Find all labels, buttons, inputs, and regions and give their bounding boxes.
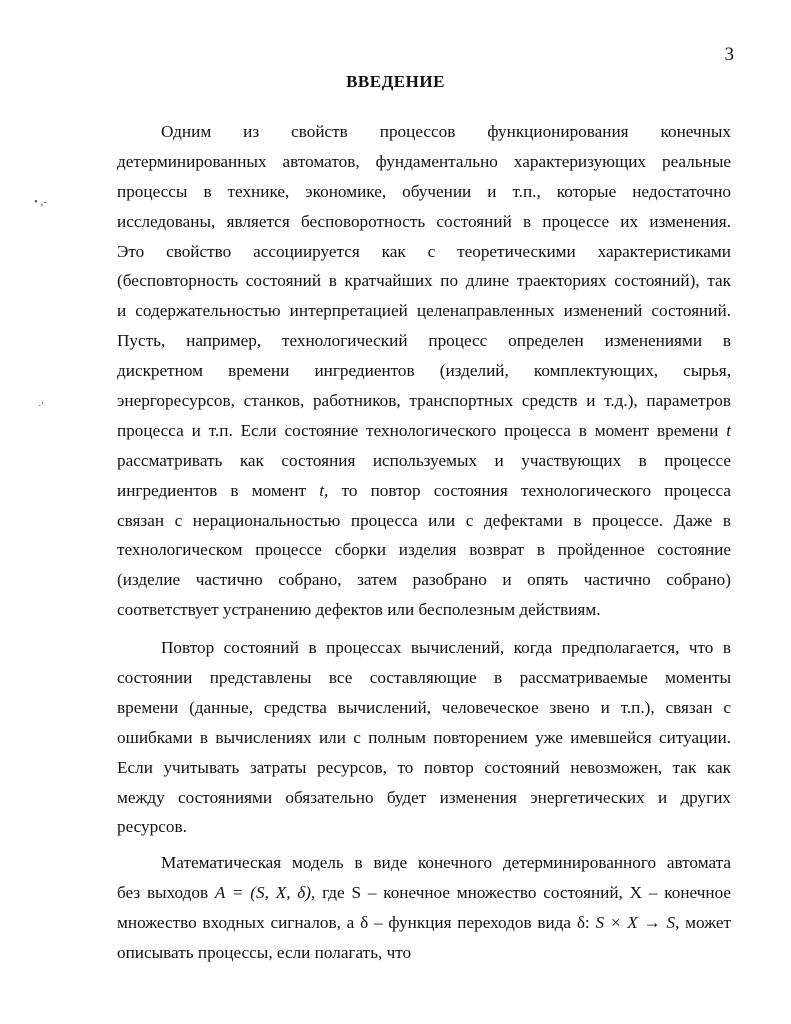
text-segment: где S – конечное множество состояний, X – конечное [322,883,731,903]
text-line: Одним из свойств процессов функционирования конечных [161,122,731,141]
text-segment: процесса и т.п. Если состояние технологического процесса в момент времени [117,420,719,440]
text-line: состоянии представлены все составляющие в рассматриваемые моменты [117,668,731,688]
text-line: (бесповторность состояний в кратчайших по длине траекториях состояний), так [117,271,731,291]
text-segment: множество входных сигналов, а δ – функция переходов вида δ: [117,913,590,933]
text-line: Пусть, например, технологический процесс определен изменениями в [117,331,731,351]
text-line: времени (данные, средства вычислений, человеческое звено и т.п.), связан с [117,697,731,717]
text-line: связан с нерациональностью процесса или с дефектами в процессе. Даже в [117,510,731,530]
text-line: ресурсов. [117,817,187,837]
text-line: детерминированных автоматов, фундаментально характеризующих реальные [117,151,731,171]
variable-t: t [726,420,731,440]
text-segment: ингредиентов в момент [117,480,307,500]
text-line: между состояниями обязательно будет изменения энергетических и других [117,787,731,807]
text-line [117,476,731,506]
text-line: Математическая модель в виде конечного детерминированного автомата [161,853,731,873]
text-line: энергоресурсов, станков, работников, транспортных средств и т.д.), параметров [117,391,731,411]
scan-mark: ·' [38,400,44,412]
text-line: дискретном времени ингредиентов (изделий, комплектующих, сырья, [117,361,731,381]
text-line [117,878,731,908]
page-title: ВВЕДЕНИЕ [346,72,445,91]
text-line [117,908,731,938]
text-line: и содержательностью интерпретацией целенаправленных изменений состояний. [117,301,731,321]
text-line: соответствует устранению дефектов или бесполезным действиям. [117,600,601,620]
automaton-formula: A = (S, X, δ), [214,883,316,903]
text-line: процессы в технике, экономике, обучении и т.п., которые недостаточно [117,181,731,201]
text-line [117,416,731,446]
text-segment: может [685,913,731,933]
text-line: ошибками в вычислениях или с полным повторением уже имевшейся ситуации. [117,727,731,747]
page-number: 3 [724,44,734,65]
text-segment: , то повтор состояния технологического процесса [324,480,731,500]
variable-t: t [319,480,325,500]
text-line: Повтор состояний в процессах вычислений, когда предполагается, что в [161,638,731,658]
scan-mark: • ,- [34,196,48,208]
document-body [117,117,731,968]
text-line: технологическом процессе сборки изделия возврат в пройденное состояние [117,540,731,560]
text-line: (изделие частично собрано, затем разобрано и опять частично собрано) [117,570,731,590]
text-line: исследованы, является бесповоротность состояний в процессе их изменения. [117,211,731,231]
transition-formula: S × X → S, [595,913,680,933]
text-line: Если учитывать затраты ресурсов, то повтор состояний невозможен, так как [117,757,731,777]
text-line: Это свойство ассоциируется как с теоретическими характеристиками [117,241,731,261]
text-line: описывать процессы, если полагать, что [117,943,412,963]
text-segment: без выходов [117,883,209,903]
text-line: рассматривать как состояния используемых и участвующих в процессе [117,450,731,470]
